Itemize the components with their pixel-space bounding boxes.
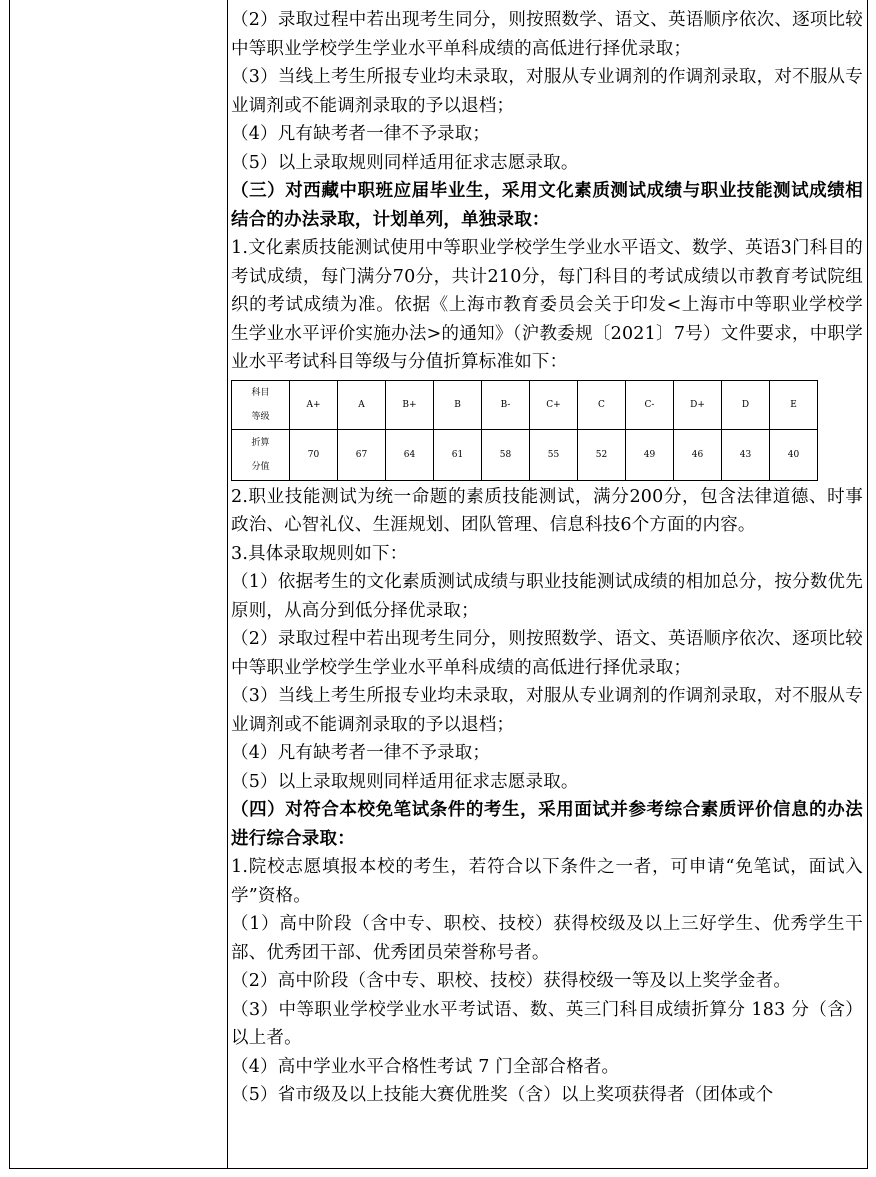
rule-paragraph: （1）依据考生的文化素质测试成绩与职业技能测试成绩的相加总分，按分数优先原则，从高分到低分择优录取； [231, 572, 863, 621]
header-value: 分值 [251, 461, 270, 472]
score-cell: 43 [722, 429, 770, 480]
grade-cell: B+ [386, 380, 434, 429]
rule-paragraph: （5）以上录取规则同样适用征求志愿录取。 [231, 152, 579, 173]
grade-cell: A [338, 380, 386, 429]
rule-paragraph: （5）以上录取规则同样适用征求志愿录取。 [231, 771, 579, 792]
admission-rules-table [9, 0, 868, 1169]
rule-paragraph: （3）当线上考生所报专业均未录取，对服从专业调剂的作调剂录取，对不服从专业调剂或不能调剂录取的予以退档； [231, 67, 863, 116]
rule-paragraph: （4）凡有缺考者一律不予录取； [231, 743, 491, 763]
rule-paragraph: （4）高中学业水平合格性考试 7 门全部合格者。 [231, 1056, 620, 1077]
score-cell: 40 [770, 429, 818, 480]
rule-paragraph: （5）省市级及以上技能大赛优胜奖（含）以上奖项获得者（团体或个 [231, 1085, 774, 1105]
score-cell: 49 [626, 429, 674, 480]
grade-row [232, 380, 818, 429]
score-cell: 64 [386, 429, 434, 480]
rule-paragraph: （2）录取过程中若出现考生同分，则按照数学、语文、英语顺序依次、逐项比较中等职业学校学生学业水平单科成绩的高低进行择优录取； [231, 10, 863, 59]
grade-cell: C [578, 380, 626, 429]
header-subject: 科目 [251, 387, 270, 398]
paragraphs-after-table [231, 483, 863, 1110]
grade-cell: C- [626, 380, 674, 429]
rules-content-cell [231, 6, 863, 1110]
left-label-column [10, 0, 228, 1168]
score-cell: 46 [674, 429, 722, 480]
rule-paragraph: （1）高中阶段（含中专、职校、技校）获得校级及以上三好学生、优秀学生干部、优秀团干部、优秀团员荣誉称号者。 [231, 914, 863, 963]
rule-paragraph: （4）凡有缺考者一律不予录取； [231, 124, 491, 144]
score-cell: 55 [530, 429, 578, 480]
grade-cell: B [434, 380, 482, 429]
paragraphs-before-table [231, 6, 863, 377]
section-heading: （三）对西藏中职班应届毕业生，采用文化素质测试成绩与职业技能测试成绩相结合的办法录取，计划单列，单独录取： [231, 181, 863, 230]
grade-cell: B- [482, 380, 530, 429]
rule-paragraph: 1.院校志愿填报本校的考生，若符合以下条件之一者，可申请“免笔试，面试入学”资格。 [231, 857, 863, 906]
rule-paragraph: （2）录取过程中若出现考生同分，则按照数学、语文、英语顺序依次、逐项比较中等职业学校学生学业水平单科成绩的高低进行择优录取； [231, 629, 863, 678]
grade-score-table [231, 380, 818, 481]
grade-cell: C+ [530, 380, 578, 429]
score-row-header [232, 429, 290, 480]
section-heading: （四）对符合本校免笔试条件的考生，采用面试并参考综合素质评价信息的办法进行综合录取： [231, 800, 863, 849]
score-cell: 70 [290, 429, 338, 480]
grade-row-header [232, 380, 290, 429]
rule-paragraph: （2）高中阶段（含中专、职校、技校）获得校级一等及以上奖学金者。 [231, 971, 792, 991]
grade-cell: E [770, 380, 818, 429]
grade-cell: D+ [674, 380, 722, 429]
grade-cell: A+ [290, 380, 338, 429]
grade-cell: D [722, 380, 770, 429]
score-cell: 58 [482, 429, 530, 480]
rule-paragraph: 3.具体录取规则如下： [231, 543, 408, 564]
score-cell: 61 [434, 429, 482, 480]
score-cell: 52 [578, 429, 626, 480]
header-convert: 折算 [251, 437, 270, 448]
score-cell: 67 [338, 429, 386, 480]
header-level: 等级 [251, 411, 270, 422]
rule-paragraph: 2.职业技能测试为统一命题的素质技能测试，满分200分，包含法律道德、时事政治、心智礼仪、生涯规划、团队管理、信息科技6个方面的内容。 [231, 486, 863, 535]
rule-paragraph: （3）当线上考生所报专业均未录取，对服从专业调剂的作调剂录取，对不服从专业调剂或不能调剂录取的予以退档； [231, 686, 863, 735]
rule-paragraph: （3）中等职业学校学业水平考试语、数、英三门科目成绩折算分 183 分（含）以上者。 [231, 999, 863, 1048]
rule-paragraph: 1.文化素质技能测试使用中等职业学校学生学业水平语文、数学、英语3门科目的考试成绩，每门满分70分，共计210分，每门科目的考试成绩以市教育考试院组织的考试成绩为准。依据《上海市教育委员会关于印发<上海市中等职业学校学生学业水平评价实施办法>的通知》（沪教委规〔2021〕7号）文件要求，中职学业水平考试科目等级与分值折算标准如下： [231, 238, 863, 372]
score-row [232, 429, 818, 480]
